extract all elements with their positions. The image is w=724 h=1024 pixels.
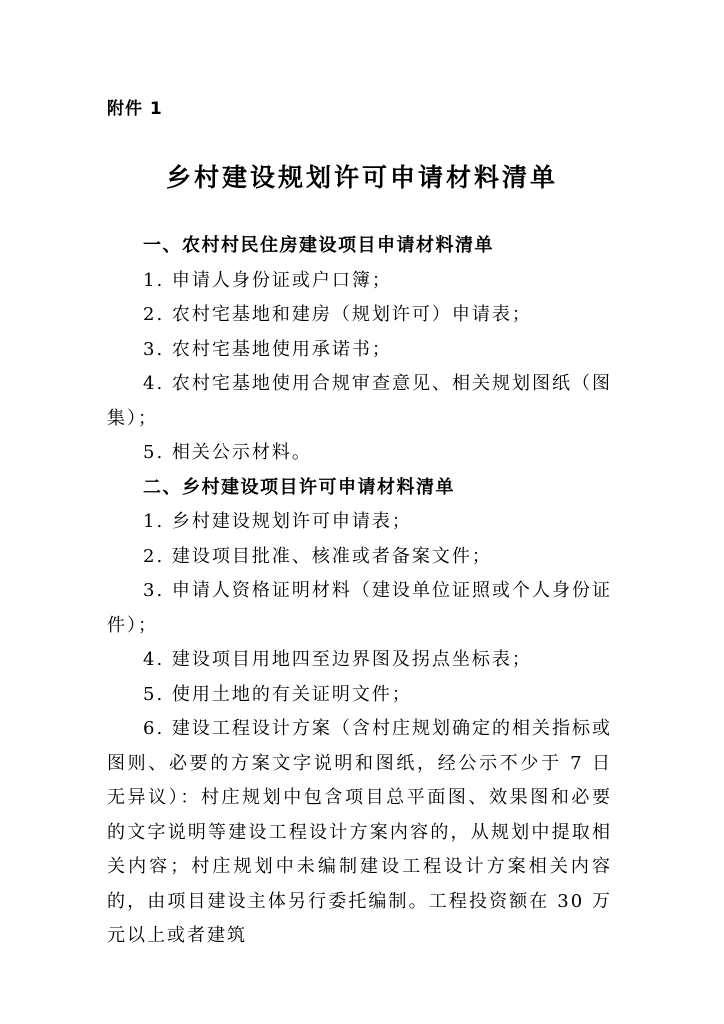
list-item: 5. 使用土地的有关证明文件；: [143, 683, 412, 705]
list-item: 3. 申请人资格证明材料（建设单位证照或个人身份证件）；: [107, 580, 612, 636]
list-item: 4. 农村宅基地使用合规审查意见、相关规划图纸（图集）；: [107, 373, 612, 429]
list-item: 5. 相关公示材料。: [143, 442, 312, 463]
annex-label: 附件 1: [107, 99, 163, 119]
section-heading: 二、乡村建设项目许可申请材料清单: [143, 476, 455, 498]
list-item: 3. 农村宅基地使用承诺书；: [143, 338, 392, 360]
list-item: 6. 建设工程设计方案（含村庄规划确定的相关指标或图则、必要的方案文字说明和图纸，经公示不少于 7 日无异议）：村庄规划中包含项目总平面图、效果图和必要的文字说明等建设工程设计方案内容的，从规划中提取相关内容；村庄规划中未编制建设工程设计方案相关内容的，由项目建设主体另行委托编制。工程投资额在 30 万元以上或者建筑: [107, 718, 612, 946]
list-item: 1. 申请人身份证或户口簿；: [143, 269, 392, 291]
list-item: 1. 乡村建设规划许可申请表；: [143, 511, 412, 532]
list-item: 2. 建设项目批准、核准或者备案文件；: [143, 545, 492, 567]
document-body: [107, 229, 612, 954]
list-item: 4. 建设项目用地四至边界图及拐点坐标表；: [143, 649, 532, 670]
list-item: 2. 农村宅基地和建房（规划许可）申请表；: [143, 304, 532, 325]
section-heading: 一、农村村民住房建设项目申请材料清单: [143, 235, 494, 256]
document-title: 乡村建设规划许可申请材料清单: [165, 163, 558, 192]
